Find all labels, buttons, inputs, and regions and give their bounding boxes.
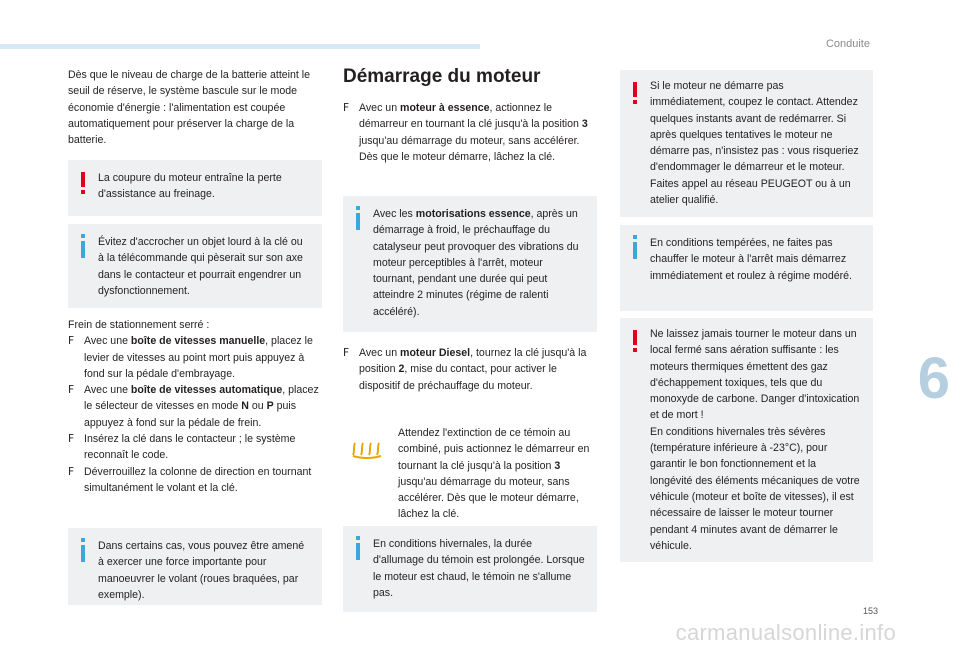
warning-icon [630,82,640,104]
info-icon [78,538,88,562]
unlock-steering-item: F Déverrouillez la colonne de direction en tournant simultanément le volant et la clé. [68,464,324,497]
warning-box [68,160,322,216]
warning-text: Ne laissez jamais tourner le moteur dans un local fermé sans aération suffisante : les moteurs thermiques émettent des gaz d'échappement toxiques, tels que du monoxyde de carbone. Danger d'intoxication et de mort ! En conditions hivernales très sévères (température inférieure à -23°C), pour garantir le bon fonctionnement et la longévité des éléments mécaniques de votre véhicule (moteur et boîte de vitesses), il est nécessaire de laisser le moteur tourner pendant 4 minutes avant de démarrer le véhicule. [650,328,860,552]
watermark: carmanualsonline.info [675,620,896,645]
header-bar [0,44,480,49]
manual-gearbox-item: F Avec une boîte de vitesses manuelle, placez le levier de vitesses au point mort puis appuyez à fond sur la pédale d'embrayage. [68,333,324,382]
auto-gearbox-item: F Avec une boîte de vitesses automatique, placez le sélecteur de vitesses en mode N ou P puis appuyez à fond sur la pédale de frein. [68,382,324,431]
parking-brake-section [68,317,324,496]
petrol-start [343,100,599,165]
warning-box-ventilation [620,318,873,562]
chapter-number: 6 [917,346,950,411]
diesel-start [343,345,599,394]
info-text: Avec les motorisations essence, après un démarrage à froid, le préchauffage du catalyseur peut provoquer des vibrations du moteur perceptibles à l'arrêt, moteur tournant, pendant une durée qui peut atteindre 2 minutes (régime de ralenti accéléré). [373,208,579,318]
info-icon [630,235,640,259]
section-title: Conduite [825,38,870,50]
warning-text: La coupure du moteur entraîne la perte d'assistance au freinage. [98,172,282,201]
info-box-winter [343,526,597,612]
info-icon [78,234,88,258]
parking-brake-title: Frein de stationnement serré : [68,319,210,331]
info-icon [353,206,363,230]
info-text: Évitez d'accrocher un objet lourd à la clé ou à la télécommande qui pèserait sur son axe dans le contacteur et pourrait engendrer un dysfonctionnement. [98,236,303,297]
info-box [68,224,322,308]
info-text: Dans certains cas, vous pouvez être amené à exercer une force importante pour manoeuvrer le volant (roues braquées, par exemple). [98,540,305,601]
diesel-engine-item: F Avec un moteur Diesel, tournez la clé jusqu'à la position 2, mise du contact, pour activer le dispositif de préchauffage du moteur. [343,345,599,394]
intro-paragraph [68,67,326,148]
info-box-temperate [620,225,873,311]
info-text: En conditions tempérées, ne faites pas chauffer le moteur à l'arrêt mais démarrez immédiatement et roulez à régime modéré. [650,237,852,282]
section-heading: Démarrage du moteur [343,66,541,87]
insert-key-item: F Insérez la clé dans le contacteur ; le système reconnaît le code. [68,431,324,464]
info-text: En conditions hivernales, la durée d'allumage du témoin est prolongée. Lorsque le moteur est chaud, le témoin ne s'allume pas. [373,538,585,599]
preheating-instruction: Attendez l'extinction de ce témoin au combiné, puis actionnez le démarreur en tournant la clé jusqu'à la position 3 jusqu'au démarrage du moteur, sans accélérer. Dès que le moteur démarre, lâchez la clé. [398,427,590,521]
warning-icon [78,172,88,194]
intro-text: Dès que le niveau de charge de la batterie atteint le seuil de réserve, le système bascule sur le mode économie d'énergie : l'alimentation est coupée automatiquement pour préserver la charge de la batterie. [68,69,311,147]
page-number: 153 [862,606,878,616]
warning-icon [630,330,640,352]
warning-text: Si le moteur ne démarre pas immédiatement, coupez le contact. Attendez quelques instants avant de redémarrer. Si après quelques tentatives le moteur ne démarre pas, n'insistez pas : vous risqueriez d'endommager le démarreur et le moteur. Faites appel au réseau PEUGEOT ou à un atelier qualifié. [650,80,859,207]
info-box-petrol [343,196,597,332]
info-box-steering [68,528,322,605]
petrol-engine-item: F Avec un moteur à essence, actionnez le démarreur en tournant la clé jusqu'à la position 3 jusqu'au démarrage du moteur, sans accélérer. Dès que le moteur démarre, lâchez la clé. [343,100,599,165]
warning-box-no-start [620,70,873,217]
preheating-indicator-icon [351,441,387,459]
info-icon [353,536,363,560]
